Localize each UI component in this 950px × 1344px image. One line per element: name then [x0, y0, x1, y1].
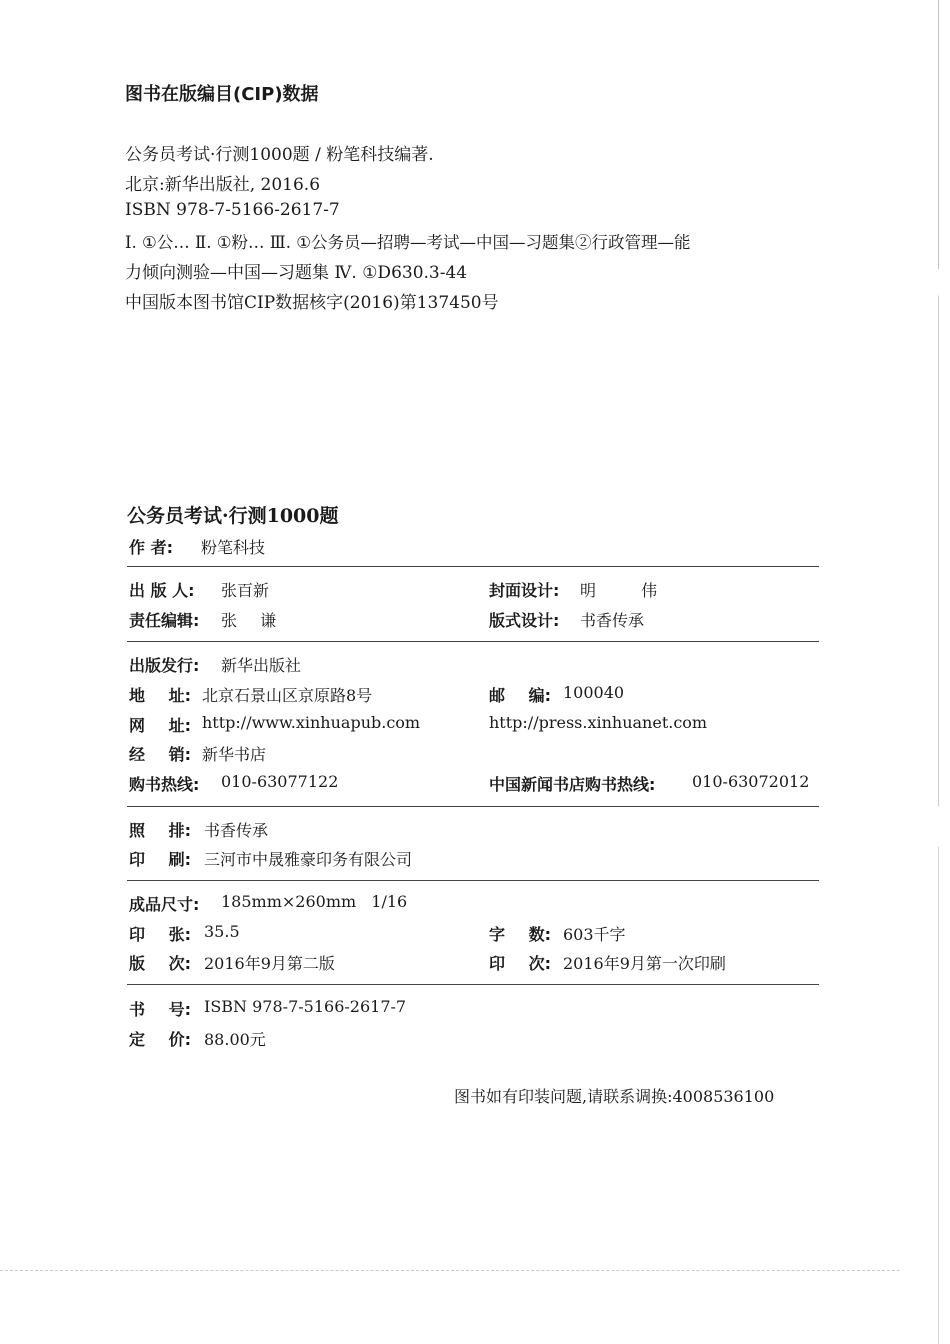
price-value: 88.00元 [204, 1030, 266, 1049]
word-count-value: 603千字 [563, 925, 626, 944]
layout-design-label: 版式设计: [489, 611, 560, 630]
layout-design-value: 书香传承 [580, 611, 645, 630]
cip-line-isbn: ISBN 978-7-5166-2617-7 [125, 200, 340, 220]
printing-value: 2016年9月第一次印刷 [563, 954, 726, 973]
cip-line-classification: Ⅰ. ①公… Ⅱ. ①粉… Ⅲ. ①公务员—招聘—考试—中国—习题集②行政管理—能 [125, 233, 691, 252]
hotline-label: 购书热线: [129, 775, 200, 794]
news-bookstore-hotline-value: 010-63072012 [692, 772, 810, 791]
address-value: 北京石景山区京原路8号 [202, 686, 373, 705]
sheets-label: 印 张: [129, 925, 191, 944]
cip-line-record-number: 中国版本图书馆CIP数据核字(2016)第137450号 [125, 293, 499, 313]
edition-value: 2016年9月第二版 [204, 954, 335, 973]
issuer-label: 出版发行: [129, 656, 200, 675]
news-bookstore-hotline-label: 中国新闻书店购书热线: [489, 775, 656, 794]
postcode-label: 邮 编: [489, 686, 551, 705]
printing-label: 印 次: [489, 954, 551, 973]
cip-line-publisher: 北京:新华出版社, 2016.6 [125, 175, 321, 195]
print-label: 印 刷: [129, 850, 191, 869]
size-value: 185mm×260mm 1/16 [221, 892, 408, 911]
author-label: 作 者: [129, 538, 173, 557]
divider [127, 880, 819, 881]
cover-design-label: 封面设计: [489, 581, 560, 600]
word-count-label: 字 数: [489, 925, 551, 944]
scan-edge-line [938, 0, 939, 1344]
typeset-label: 照 排: [129, 821, 191, 840]
edition-label: 版 次: [129, 954, 191, 973]
isbn-value: ISBN 978-7-5166-2617-7 [204, 997, 407, 1016]
publisher-value: 张百新 [221, 581, 270, 600]
address-label: 地 址: [129, 686, 191, 705]
dealer-value: 新华书店 [202, 745, 267, 764]
cover-design-value: 明 伟 [580, 581, 658, 600]
divider [127, 566, 819, 567]
divider [127, 984, 819, 985]
book-title: 公务员考试·行测1000题 [127, 505, 339, 527]
cip-heading: 图书在版编目(CIP)数据 [125, 84, 319, 105]
cip-line-classification-cont: 力倾向测验—中国—习题集 Ⅳ. ①D630.3-44 [125, 263, 468, 283]
size-label: 成品尺寸: [129, 895, 200, 914]
sheets-value: 35.5 [204, 922, 240, 941]
website-value: http://www.xinhuapub.com [202, 713, 421, 732]
divider [127, 806, 819, 807]
divider [127, 641, 819, 642]
publisher-label: 出 版 人: [129, 581, 195, 600]
editor-label: 责任编辑: [129, 611, 200, 630]
price-label: 定 价: [129, 1030, 191, 1049]
postcode-value: 100040 [563, 683, 625, 702]
website-label: 网 址: [129, 716, 191, 735]
editor-value: 张 谦 [221, 611, 277, 630]
scan-bottom-line [0, 1270, 900, 1272]
isbn-label: 书 号: [129, 1000, 191, 1019]
dealer-label: 经 销: [129, 745, 191, 764]
issuer-value: 新华出版社 [221, 656, 302, 675]
printer-value: 三河市中晟雅豪印务有限公司 [204, 850, 413, 869]
website-secondary-value: http://press.xinhuanet.com [489, 713, 708, 732]
cip-line-title: 公务员考试·行测1000题 / 粉笔科技编著. [125, 145, 434, 165]
hotline-value: 010-63077122 [221, 772, 339, 791]
typeset-value: 书香传承 [204, 821, 269, 840]
author-value: 粉笔科技 [201, 538, 266, 557]
quality-notice: 图书如有印装问题,请联系调换:4008536100 [454, 1087, 775, 1106]
